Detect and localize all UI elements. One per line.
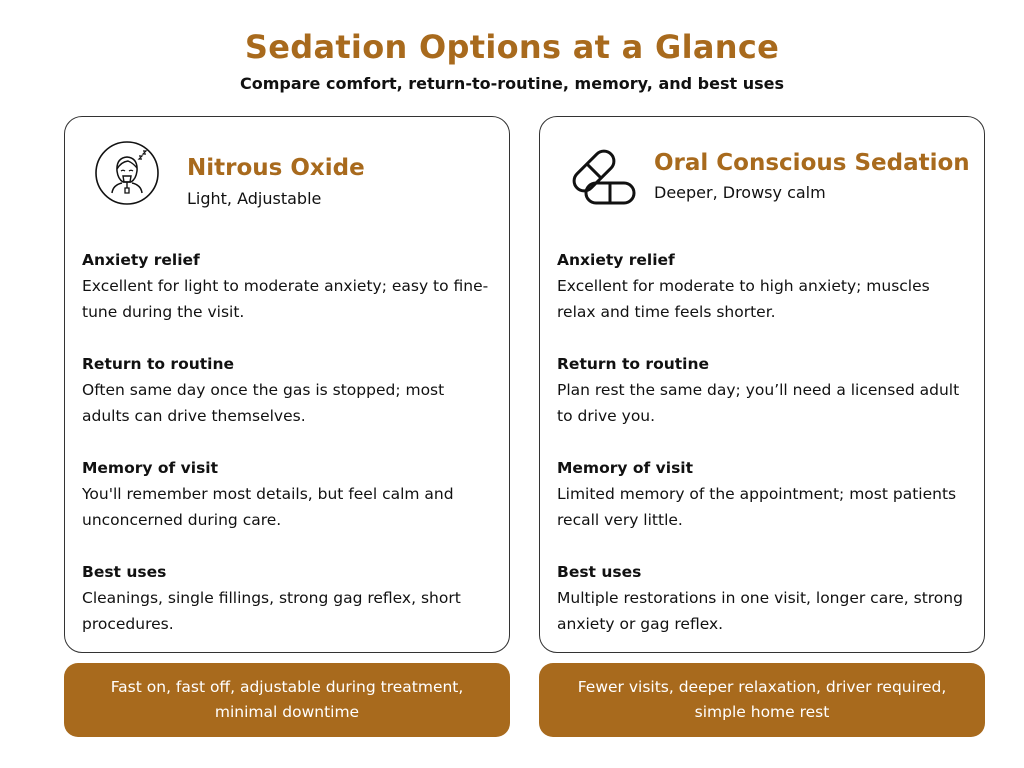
card-subtitle: Deeper, Drowsy calm (654, 183, 826, 202)
section-text: Excellent for light to moderate anxiety; easy to fine-tune during the visit. (82, 277, 489, 321)
page-subtitle: Compare comfort, return-to-routine, memory, and best uses (240, 74, 784, 93)
section-text: You'll remember most details, but feel calm and unconcerned during care. (82, 485, 454, 529)
section-return-to-routine (557, 351, 969, 429)
card-subtitle: Light, Adjustable (187, 189, 322, 208)
section-best-uses (82, 559, 494, 637)
section-label: Memory of visit (557, 459, 694, 477)
section-best-uses (557, 559, 969, 637)
section-label: Best uses (557, 563, 642, 581)
nitrous-oxide-card (64, 116, 510, 653)
card-title: Oral Conscious Sedation (654, 150, 970, 176)
section-text: Cleanings, single fillings, strong gag reflex, short procedures. (82, 589, 461, 633)
section-label: Memory of visit (82, 459, 219, 477)
section-text: Limited memory of the appointment; most patients recall very little. (557, 485, 957, 529)
section-label: Anxiety relief (557, 251, 675, 269)
pills-icon (572, 143, 640, 211)
section-text: Excellent for moderate to high anxiety; muscles relax and time feels shorter. (557, 277, 930, 321)
section-anxiety-relief (557, 247, 969, 325)
card-title: Nitrous Oxide (187, 155, 365, 181)
oral-sedation-card (539, 116, 985, 653)
section-label: Return to routine (82, 355, 235, 373)
section-label: Return to routine (557, 355, 710, 373)
section-anxiety-relief (82, 247, 494, 325)
section-text: Multiple restorations in one visit, longer care, strong anxiety or gag reflex. (557, 589, 963, 633)
section-label: Anxiety relief (82, 251, 200, 269)
section-memory-of-visit (557, 455, 969, 533)
person-with-nitrous-mask-icon (95, 141, 159, 205)
section-return-to-routine (82, 351, 494, 429)
card-sections (82, 247, 494, 637)
section-text: Often same day once the gas is stopped; most adults can drive themselves. (82, 381, 445, 425)
section-text: Plan rest the same day; you’ll need a licensed adult to drive you. (557, 381, 960, 425)
section-memory-of-visit (82, 455, 494, 533)
nitrous-summary-banner: Fast on, fast off, adjustable during treatment, minimal downtime (64, 663, 510, 737)
page-title: Sedation Options at a Glance (244, 28, 780, 66)
card-sections (557, 247, 969, 637)
section-label: Best uses (82, 563, 167, 581)
oral-sedation-summary-banner: Fewer visits, deeper relaxation, driver required, simple home rest (539, 663, 985, 737)
